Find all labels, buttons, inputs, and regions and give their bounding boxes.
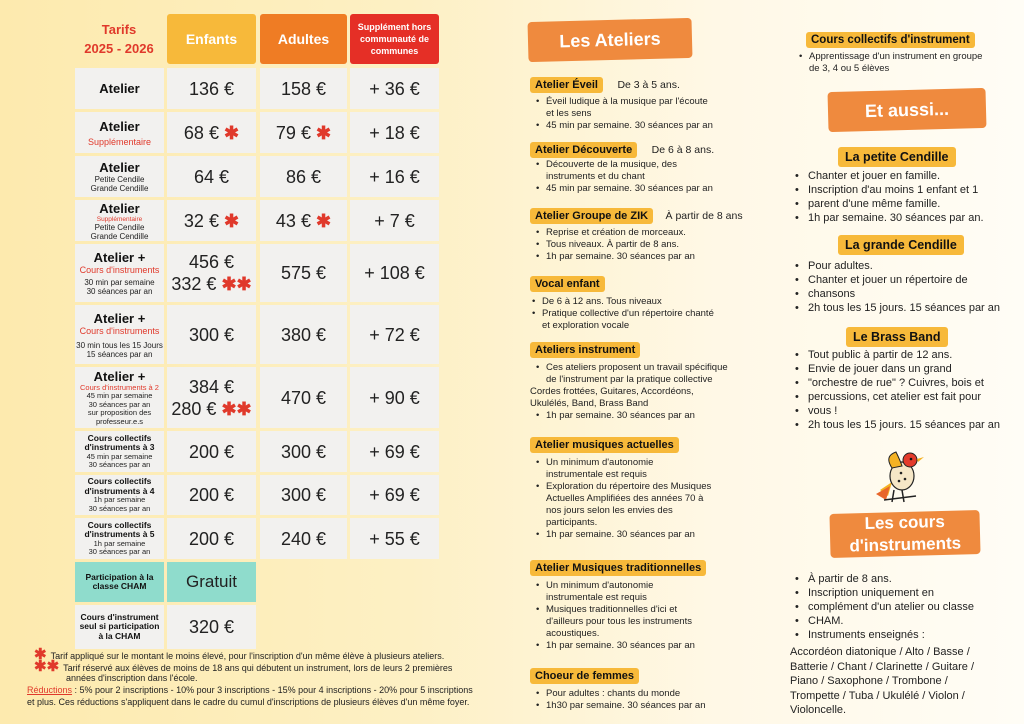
et-aussi-title: Et aussi... <box>828 88 987 132</box>
row-label-main: classe CHAM <box>92 581 147 591</box>
price-supplement <box>350 244 439 302</box>
price-value: + 16 € <box>369 166 420 187</box>
list-item: • Exploration du répertoire des Musiques <box>534 481 711 493</box>
list-item: • Tout public à partir de 12 ans. <box>790 348 1000 362</box>
price-value: 300 € <box>188 324 235 345</box>
price-value: 280 € <box>171 398 217 419</box>
price-supplement <box>350 475 439 515</box>
footnote-text: Tarif réservé aux élèves de moins de 18 ans qui débutent un instrument, lors de leurs 2 premières <box>63 663 453 673</box>
list-item: participants. <box>546 517 598 528</box>
row-label <box>75 518 164 559</box>
list-decouverte <box>534 159 713 195</box>
row-label-main: Cours d'instrument <box>80 611 159 622</box>
row-label-cham-instrument <box>75 605 164 649</box>
price-value: 86 € <box>285 166 322 187</box>
row-label-sub: 1h par semaine <box>93 495 146 504</box>
list-item: • Pour adultes : chants du monde <box>534 688 706 700</box>
section-zik <box>530 206 743 224</box>
price-value: + 90 € <box>369 387 420 408</box>
les-ateliers-title: Les Ateliers <box>528 18 693 62</box>
price-value: 200 € <box>188 441 235 462</box>
price-enfants <box>167 518 256 559</box>
price-adultes <box>260 367 347 428</box>
price-value: 470 € <box>280 387 327 408</box>
section-age: De 3 à 5 ans. <box>617 79 680 91</box>
list-choeur <box>534 688 706 712</box>
row-label-main: Atelier <box>99 200 140 216</box>
price-adultes <box>260 156 347 197</box>
section-title: Atelier Musiques traditionnelles <box>530 560 706 576</box>
list-item: • Instruments enseignés : <box>790 628 974 642</box>
cours-instruments-title <box>829 510 980 558</box>
list-item: • 1h par semaine. 30 séances par an. <box>790 211 984 225</box>
price-value: 384 € <box>188 376 235 397</box>
list-grande-cendille <box>790 259 1000 315</box>
price-value: 300 € <box>280 441 327 462</box>
row-label-sub: 30 séances par an <box>88 503 151 513</box>
price-value: + 108 € <box>364 263 425 283</box>
section-title: Atelier Éveil <box>530 77 603 93</box>
price-adultes <box>260 244 347 302</box>
list-item: acoustiques. <box>546 628 600 639</box>
list-item: • "orchestre de rue" ? Cuivres, bois et <box>790 376 1000 390</box>
section-grande-cendille <box>838 235 964 255</box>
list-item: • Chanter et jouer un répertoire de <box>790 273 1000 287</box>
instruments-list <box>790 645 1010 718</box>
price-adultes <box>260 431 347 472</box>
list-item: • 1h par semaine. 30 séances par an <box>534 640 695 652</box>
list-collectifs <box>797 51 982 75</box>
price-gratuit: Gratuit <box>167 562 256 602</box>
list-vocal <box>530 296 714 332</box>
list-item: • complément d'un atelier ou classe <box>790 600 974 614</box>
reductions-label: Réductions <box>27 685 73 695</box>
list-item: et les sens <box>546 108 592 119</box>
list-item: • Ces ateliers proposent un travail spécifique <box>534 362 728 374</box>
row-label-sub: 30 séances par an <box>88 547 151 556</box>
section-title: Atelier Découverte <box>530 142 637 158</box>
price-enfants <box>167 305 256 364</box>
asterisk-icon: ✱ <box>236 274 252 294</box>
instruments-line: Accordéon diatonique / Alto / Basse / <box>790 646 970 658</box>
instruments-line: Trompette / Tuba / Ukulélé / Violon / <box>790 689 965 702</box>
footnote-text: années d'inscription dans l'école. <box>66 673 198 683</box>
row-label-cham <box>75 562 164 602</box>
price-enfants <box>167 112 256 153</box>
row-label-sub: sur proposition des <box>87 408 152 418</box>
list-item: • Découverte de la musique, des <box>534 159 713 171</box>
instruments-line: Violoncelle. <box>790 704 847 716</box>
list-actuelles <box>534 457 711 541</box>
row-label-sub: Grande Cendille <box>90 184 149 193</box>
list-item: • 2h tous les 15 jours. 15 séances par an <box>790 301 1000 315</box>
price-value: 32 € <box>183 210 219 231</box>
price-adultes <box>260 518 347 559</box>
price-supplement <box>350 156 439 197</box>
row-label-sub: 1h par semaine <box>93 538 146 548</box>
price-enfants <box>167 68 256 109</box>
list-eveil <box>534 96 713 132</box>
section-title: Atelier Groupe de ZIK <box>530 208 653 224</box>
row-label-main: Atelier + <box>93 368 146 384</box>
section-title: Cours collectifs d'instrument <box>806 32 975 48</box>
row-label-main: Cours collectifs <box>87 476 152 486</box>
list-item: • 45 min par semaine. 30 séances par an <box>534 120 713 132</box>
list-item: • vous ! <box>790 404 1000 418</box>
price-value: 200 € <box>188 528 235 549</box>
list-item: de 3, 4 ou 5 élèves <box>809 63 890 74</box>
price-enfants <box>167 475 256 515</box>
row-label-sub: 45 min par semaine <box>86 391 153 401</box>
list-brass-band <box>790 348 1000 432</box>
price-value: 79 € <box>275 122 311 143</box>
row-label <box>75 475 164 515</box>
price-value: 200 € <box>188 485 235 505</box>
price-adultes <box>260 305 347 364</box>
asterisk-icon: ✱ <box>46 658 60 675</box>
row-label <box>75 200 164 241</box>
list-item: • CHAM. <box>790 614 974 628</box>
tarifs-title-line2: 2025 - 2026 <box>84 41 154 56</box>
row-label <box>75 112 164 153</box>
row-label-sub: 30 séances par an <box>88 460 151 469</box>
row-label-main: Cours collectifs <box>87 519 152 530</box>
list-item: • Envie de jouer dans un grand <box>790 362 1000 376</box>
section-title: Atelier musiques actuelles <box>530 437 679 453</box>
price-value: + 7 € <box>374 210 415 231</box>
list-instrument <box>530 362 728 422</box>
price-supplement <box>350 431 439 472</box>
price-value: 456 € <box>188 252 235 272</box>
list-item: Cordes frottées, Guitares, Accordéons, <box>530 386 694 397</box>
list-item: • Pratique collective d'un répertoire chanté <box>530 308 714 320</box>
row-label-sub: Petite Cendile <box>94 175 145 184</box>
row-label-main: à la CHAM <box>98 630 141 641</box>
list-item: instrumentale est requis <box>546 592 647 603</box>
row-label-red: Cours d'instruments <box>79 265 160 275</box>
price-adultes <box>260 200 347 241</box>
list-item: instrumentale est requis <box>546 469 647 480</box>
row-label <box>75 305 164 364</box>
asterisk-icon: ✱ <box>223 122 240 143</box>
price-value: 300 € <box>280 485 327 505</box>
price-value: + 36 € <box>369 78 420 99</box>
list-item: instruments et du chant <box>546 171 645 182</box>
price-enfants <box>167 605 256 649</box>
reductions-text: et plus. Ces réductions s'appliquent dans le cadre du cumul d'inscriptions de plusieurs élèves d'un même foyer. <box>27 697 470 707</box>
price-supplement <box>350 518 439 559</box>
header-enfants: Enfants <box>167 14 256 64</box>
price-enfants <box>167 244 256 302</box>
list-item: • 2h tous les 15 jours. 15 séances par an <box>790 418 1000 432</box>
list-item: • Pour adultes. <box>790 259 1000 273</box>
list-item: nos jours selon les envies des <box>546 505 673 516</box>
row-label-main: Atelier + <box>93 310 146 326</box>
row-label-sub: professeur.e.s <box>95 416 144 426</box>
price-value: 158 € <box>280 78 327 99</box>
price-value: 320 € <box>188 617 235 637</box>
section-choeur <box>530 666 639 684</box>
asterisk-icon: ✱ <box>221 274 237 294</box>
row-label-sub: 30 séances par an <box>86 287 153 296</box>
section-instrument <box>530 340 640 358</box>
row-label-sub: 30 min par semaine <box>84 278 155 287</box>
asterisk-icon: ✱ <box>236 398 252 419</box>
list-item: de l'instrument par la pratique collective <box>546 374 713 385</box>
row-label-main: Atelier <box>99 160 140 175</box>
list-item: • parent d'une même famille. <box>790 197 984 211</box>
price-supplement <box>350 200 439 241</box>
section-title: La grande Cendille <box>838 235 964 255</box>
price-supplement <box>350 112 439 153</box>
list-item: Actuelles Amplifiées des années 70 à <box>546 493 704 504</box>
list-item: • Éveil ludique à la musique par l'écoute <box>534 96 713 108</box>
price-value: 136 € <box>188 78 235 99</box>
row-label-sub: 15 séances par an <box>86 349 153 359</box>
price-supplement <box>350 367 439 428</box>
row-label-red: Supplémentaire <box>87 136 152 147</box>
section-title: Choeur de femmes <box>530 668 639 684</box>
row-label-main: d'instruments à 4 <box>84 485 155 496</box>
price-value: 68 € <box>183 122 219 143</box>
list-item: • Un minimum d'autonomie <box>534 580 695 592</box>
price-enfants <box>167 156 256 197</box>
row-label <box>75 68 164 109</box>
asterisk-icon: ✱ <box>221 398 237 419</box>
list-trad <box>534 580 695 652</box>
list-item: • Reprise et création de morceaux. <box>534 227 695 239</box>
asterisk-icon: ✱ <box>34 658 47 675</box>
list-item: • Inscription uniquement en <box>790 586 974 600</box>
price-enfants <box>167 431 256 472</box>
row-label-sub: 30 séances par an <box>88 399 151 409</box>
list-petite-cendille <box>790 169 984 225</box>
row-label <box>75 367 164 428</box>
row-label <box>75 244 164 302</box>
row-label-sub: 45 min par semaine <box>86 451 153 461</box>
list-item: • Musiques traditionnelles d'ici et <box>534 604 695 616</box>
section-title: La petite Cendille <box>838 147 956 167</box>
list-cours-instruments <box>790 572 974 642</box>
price-value: 240 € <box>280 528 327 549</box>
list-item: Ukulélés, Band, Brass Band <box>530 398 649 409</box>
header-adultes: Adultes <box>260 14 347 64</box>
price-value: 64 € <box>193 166 230 187</box>
tarifs-title-line1: Tarifs <box>101 22 137 37</box>
price-value: + 55 € <box>369 528 420 549</box>
section-title: Ateliers instrument <box>530 342 640 358</box>
section-age: De 6 à 8 ans. <box>651 144 715 156</box>
price-value: 332 € <box>171 274 217 294</box>
section-age: À partir de 8 ans <box>665 210 743 222</box>
price-value: + 72 € <box>369 324 420 345</box>
row-label-main: Atelier + <box>93 250 146 265</box>
price-enfants <box>167 200 256 241</box>
list-item: • Inscription d'au moins 1 enfant et 1 <box>790 183 984 197</box>
list-item: • Chanter et jouer en famille. <box>790 169 984 183</box>
list-item: • À partir de 8 ans. <box>790 572 974 586</box>
list-item: • 1h par semaine. 30 séances par an <box>534 529 711 541</box>
reductions-note <box>27 685 507 696</box>
title-line: d'instruments <box>849 533 962 556</box>
row-label-main: Atelier <box>99 81 140 96</box>
section-eveil <box>530 75 680 93</box>
asterisk-icon: ✱ <box>34 646 47 663</box>
row-label-sub: Grande Cendille <box>90 231 149 241</box>
list-item: • Tous niveaux. À partir de 8 ans. <box>534 239 695 251</box>
row-label-red: Cours d'instruments à 2 <box>80 382 159 392</box>
instruments-line: Batterie / Chant / Clarinette / Guitare / <box>790 660 975 673</box>
list-item: • percussions, cet atelier est fait pour <box>790 390 1000 404</box>
price-adultes <box>260 112 347 153</box>
asterisk-icon: ✱ <box>315 122 332 143</box>
instruments-line: Piano / Saxophone / Trombone / <box>790 675 948 687</box>
list-item: • Apprentissage d'un instrument en groupe <box>797 51 982 63</box>
reductions-text: : 5% pour 2 inscriptions - 10% pour 3 inscriptions - 15% pour 4 inscriptions - 20% pour 5 inscriptions <box>72 685 473 695</box>
row-label-main: seul si participation <box>79 621 160 632</box>
section-actuelles <box>530 435 679 453</box>
row-label-red: Supplémentaire <box>96 215 143 223</box>
list-item: • 1h par semaine. 30 séances par an <box>534 251 695 263</box>
list-item: • 1h30 par semaine. 30 séances par an <box>534 700 706 712</box>
row-label-sub: 30 min tous les 15 Jours <box>76 340 163 350</box>
section-petite-cendille <box>838 147 956 167</box>
row-label-sub: Petite Cendile <box>94 222 145 232</box>
list-item: d'ailleurs pour tous les instruments <box>546 616 692 627</box>
tarifs-title <box>74 20 164 58</box>
price-value: + 69 € <box>369 485 420 505</box>
price-value: 380 € <box>280 324 327 345</box>
row-label-red: Cours d'instruments <box>79 325 160 336</box>
price-adultes <box>260 475 347 515</box>
list-zik <box>534 227 695 263</box>
list-item: • Un minimum d'autonomie <box>534 457 711 469</box>
price-adultes <box>260 68 347 109</box>
asterisk-icon: ✱ <box>223 210 240 231</box>
price-supplement <box>350 305 439 364</box>
row-label-main: Atelier <box>99 118 140 134</box>
row-label-main: Cours collectifs <box>87 432 152 443</box>
bird-illustration <box>874 446 926 504</box>
section-decouverte <box>530 140 714 158</box>
section-trad <box>530 558 706 576</box>
list-item: • De 6 à 12 ans. Tous niveaux <box>530 296 714 308</box>
section-vocal <box>530 274 605 292</box>
list-item: • 45 min par semaine. 30 séances par an <box>534 183 713 195</box>
row-label-main: d'instruments à 5 <box>84 529 155 539</box>
row-label <box>75 431 164 472</box>
section-brass-band <box>846 327 948 347</box>
price-enfants <box>167 367 256 428</box>
price-value: + 18 € <box>369 122 420 143</box>
asterisk-icon: ✱ <box>315 210 332 231</box>
row-label <box>75 156 164 197</box>
price-value: + 69 € <box>369 441 420 462</box>
section-title: Vocal enfant <box>530 276 605 292</box>
price-value: 575 € <box>280 263 327 283</box>
price-supplement <box>350 68 439 109</box>
list-item: • chansons <box>790 287 1000 301</box>
price-value: 43 € <box>275 210 311 231</box>
row-label-main: Participation à la <box>85 571 154 582</box>
footnote-text: Tarif appliqué sur le montant le moins élevé, pour l'inscription d'un même élève à plusieurs ateliers. <box>50 651 445 661</box>
header-supplement: Supplément hors communauté de communes <box>350 14 439 64</box>
list-item: • 1h par semaine. 30 séances par an <box>534 410 728 422</box>
section-collectifs <box>806 30 975 48</box>
section-title: Le Brass Band <box>846 327 948 347</box>
list-item: et exploration vocale <box>542 320 630 331</box>
row-label-main: d'instruments à 3 <box>84 442 155 452</box>
title-line: Les cours <box>864 511 946 534</box>
